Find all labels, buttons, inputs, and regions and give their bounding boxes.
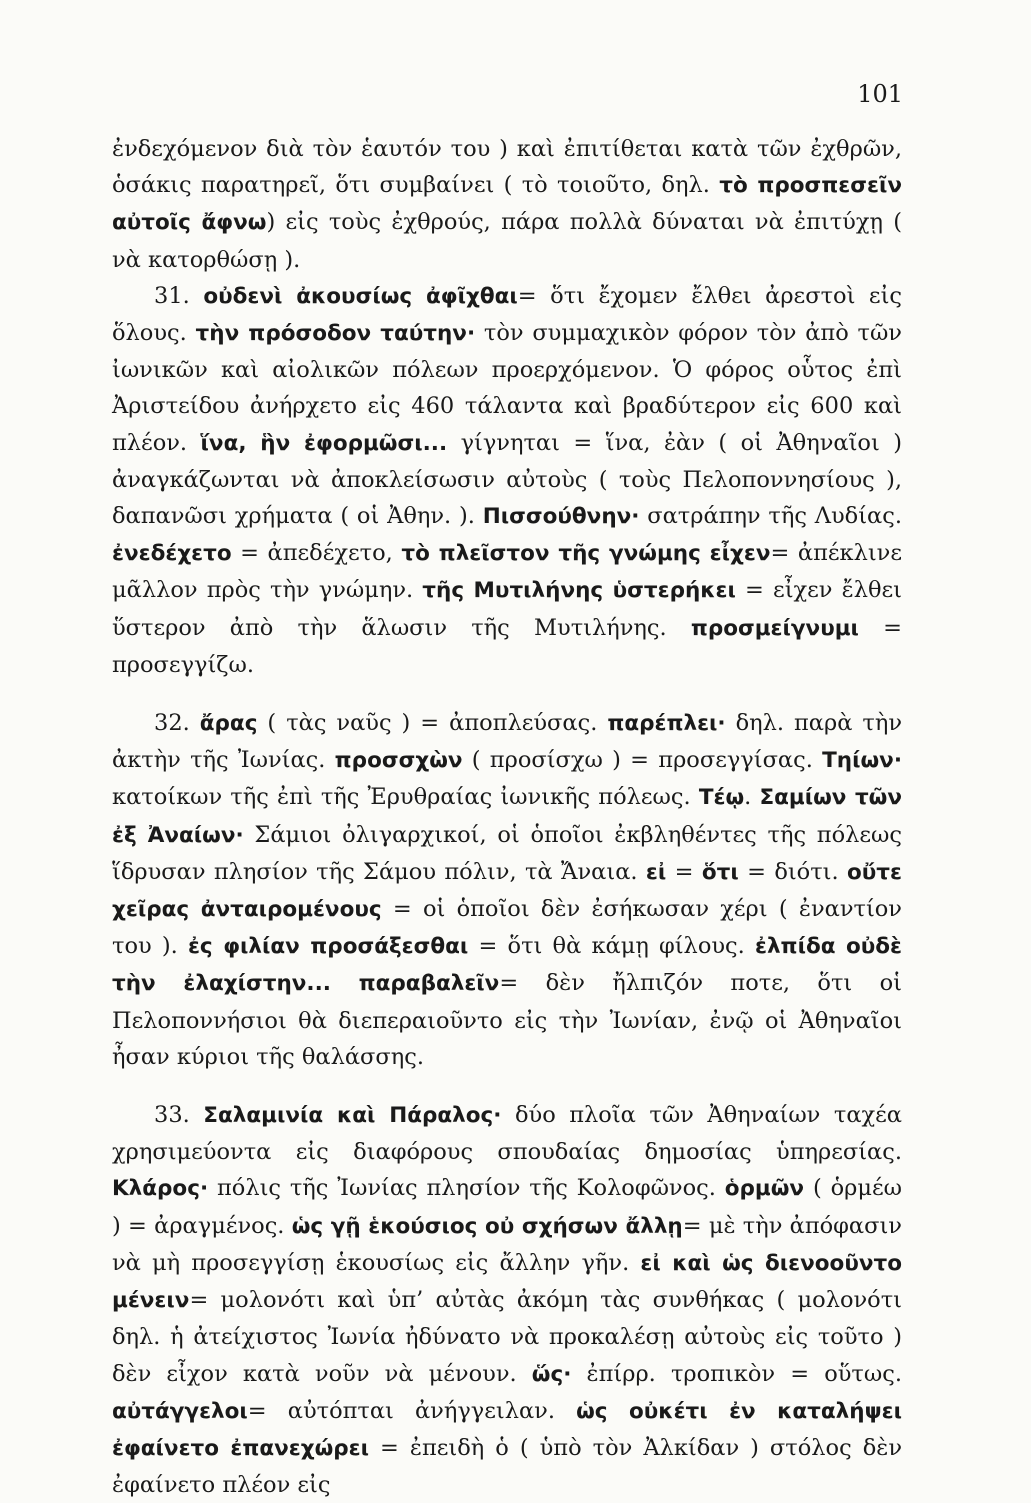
gloss-text: 31. bbox=[154, 282, 204, 309]
lemma-term: ἵνα, ἣν ἐφορμῶσι... bbox=[200, 430, 448, 456]
gloss-text: τὸν συμμαχικὸν φόρον τὸν ἀπὸ τῶν ἰωνικῶν καὶ αἰολικῶν πόλεων προερχόμενον. Ὁ φόρος οὗτος ἐπὶ Ἀριστείδου ἀνήρχετο εἰς 460 τάλαντα καὶ βραδύτερον εἰς 600 καὶ πλέον. bbox=[112, 320, 902, 456]
gloss-text: 33. bbox=[154, 1102, 204, 1129]
gloss-text: Σάμιοι ὀλιγαρχικοί, οἱ ὁποῖοι ἐκβληθέντες τῆς πόλεως ἵδρυσαν πλησίον τῆς Σάμου πόλιν, τὰ Ἄναια. bbox=[112, 821, 902, 885]
lemma-term: ὥς· bbox=[531, 1361, 572, 1387]
lemma-term: παρέπλει· bbox=[607, 711, 726, 737]
lemma-term: Κλάρος· bbox=[112, 1176, 209, 1202]
gloss-text: = bbox=[666, 858, 702, 885]
paragraph-33 bbox=[112, 1097, 902, 1503]
lemma-term: ἐνεδέχετο bbox=[112, 541, 232, 567]
gloss-text: = αὐτόπται ἀνήγγειλαν. bbox=[247, 1397, 577, 1424]
lemma-term: ἐλπίδα οὐδὲ τὴν ἐλαχίστην... παραβαλεῖν bbox=[112, 934, 903, 997]
lemma-term: Πισσούθνην· bbox=[482, 504, 640, 530]
page-number: 101 bbox=[857, 80, 903, 108]
lemma-term: προσσχὼν bbox=[334, 748, 463, 774]
lemma-term: εἰ καὶ ὡς διενοοῦντο μένειν bbox=[112, 1250, 902, 1314]
lemma-term: εἰ bbox=[645, 859, 667, 885]
gloss-text: = μὲ τὴν ἀπόφασιν νὰ μὴ προσεγγίσῃ ἑκουσίως εἰς ἄλλην γῆν. bbox=[112, 1212, 902, 1276]
lemma-term: ὡς οὐκέτι ἐν καταλήψει ἐφαίνετο ἐπανεχώρει bbox=[112, 1398, 903, 1461]
gloss-text: ) εἰς τοὺς ἐχθρούς, πάρα πολλὰ δύναται νὰ ἐπιτύχῃ ( νὰ κατορθώσῃ ). bbox=[112, 209, 903, 273]
lemma-term: ὁρμῶν bbox=[724, 1176, 805, 1202]
lemma-term: τὸ πλεῖστον τῆς γνώμης εἶχεν bbox=[401, 541, 771, 567]
gloss-text: = ὅτι θὰ κάμῃ φίλους. bbox=[468, 933, 755, 960]
lemma-term: Σαλαμινία καὶ Πάραλος· bbox=[203, 1103, 502, 1129]
gloss-text: = ἐπειδὴ ὁ ( ὑπὸ τὸν Ἀλκίδαν ) στόλος δὲν ἐφαίνετο πλέον εἰς bbox=[112, 1434, 902, 1499]
lemma-term: Σαμίων τῶν ἐξ Ἀναίων· bbox=[112, 785, 902, 848]
gloss-text: ( ὁρμέω ) = ἀραγμένος. bbox=[112, 1175, 902, 1239]
paragraph-32 bbox=[112, 705, 902, 1075]
gloss-text: = ὅτι ἔχομεν ἔλθει ἀρεστοὶ εἰς ὅλους. bbox=[112, 282, 903, 347]
lemma-term: τῆς Μυτιλήνης ὑστερήκει bbox=[422, 578, 736, 604]
gloss-text: κατοίκων τῆς ἐπὶ τῆς Ἐρυθραίας ἰωνικῆς πόλεως. bbox=[112, 784, 699, 811]
lemma-term: αὐτάγγελοι bbox=[112, 1398, 248, 1424]
gloss-text: = μολονότι καὶ ὑπ’ αὐτὰς ἀκόμη τὰς συνθήκας ( μολονότι δηλ. ἡ ἀτείχιστος Ἰωνία ἠδύνατο νὰ προκαλέσῃ αὐτοὺς εἰς τοῦτο ) δὲν εἶχον κατὰ νοῦν νὰ μένουν. bbox=[112, 1287, 902, 1387]
lemma-term: Τέῳ bbox=[698, 785, 745, 811]
lemma-term: ὅτι bbox=[701, 859, 739, 885]
lemma-term: Τηίων· bbox=[822, 748, 902, 774]
lemma-term: οὐδενὶ ἀκουσίως ἀφῖχθαι bbox=[203, 283, 518, 309]
gloss-text: 32. bbox=[154, 710, 200, 737]
gloss-text: = προσεγγίζω. bbox=[112, 614, 902, 678]
gloss-text: δύο πλοῖα τῶν Ἀθηναίων ταχέα χρησιμεύοντα εἰς διαφόρους σπουδαίας δημοσίας ὑπηρεσίας. bbox=[112, 1102, 902, 1166]
lemma-term: τὸ προσπεσεῖν αὐτοῖς ἄφνω bbox=[112, 173, 902, 236]
gloss-text: σατράπην τῆς Λυδίας. bbox=[639, 503, 902, 530]
gloss-text: πόλις τῆς Ἰωνίας πλησίον τῆς Κολοφῶνος. bbox=[208, 1175, 725, 1202]
lemma-term: ἐς φιλίαν προσάξεσθαι bbox=[187, 934, 469, 960]
lemma-term: ὡς γῇ ἑκούσιος οὐ σχήσων ἄλλῃ bbox=[291, 1213, 683, 1239]
lemma-term: τὴν πρόσοδον ταύτην· bbox=[195, 321, 476, 347]
gloss-text: . bbox=[744, 784, 760, 811]
gloss-text: = ἀπέκλινε μᾶλλον πρὸς τὴν γνώμην. bbox=[112, 540, 903, 604]
paragraph-continuation bbox=[112, 131, 902, 278]
gloss-text: δηλ. παρὰ τὴν ἀκτὴν τῆς Ἰωνίας. bbox=[112, 710, 902, 774]
lemma-term: προσμείγνυμι bbox=[690, 615, 859, 641]
gloss-text: = ἀπεδέχετο, bbox=[231, 540, 402, 567]
gloss-text: γίγνηται = ἵνα, ἐὰν ( οἱ Ἀθηναῖοι ) ἀναγκάζωνται νὰ ἀποκλείσωσιν αὐτοὺς ( τοὺς Πελοποννησίους ), δαπανῶσι χρήματα ( οἱ Ἀθην. ). bbox=[112, 429, 903, 530]
gloss-text: = εἶχεν ἔλθει ὕστερον ἀπὸ τὴν ἅλωσιν τῆς Μυτιλήνης. bbox=[112, 577, 902, 641]
lemma-term: ἄρας bbox=[199, 711, 258, 737]
commentary-text bbox=[112, 131, 902, 1503]
gloss-text: = διότι. bbox=[738, 858, 848, 885]
gloss-text: = οἱ ὁποῖοι δὲν ἐσήκωσαν χέρι ( ἐναντίον του ). bbox=[112, 896, 902, 960]
gloss-text: ( τὰς ναῦς ) = ἀποπλεύσας. bbox=[257, 710, 608, 737]
paragraph-31 bbox=[112, 278, 902, 683]
gloss-text: = δὲν ἤλπιζόν ποτε, ὅτι οἱ Πελοποννήσιοι θὰ διεπεραιοῦντο εἰς τὴν Ἰωνίαν, ἐνῷ οἱ Ἀθηναῖοι ἦσαν κύριοι τῆς θαλάσσης. bbox=[112, 970, 902, 1070]
gloss-text: ἐπίρρ. τροπικὸν = οὕτως. bbox=[571, 1360, 902, 1387]
gloss-text: ἐνδεχόμενον διὰ τὸν ἑαυτόν του ) καὶ ἐπιτίθεται κατὰ τῶν ἐχθρῶν, ὁσάκις παρατηρεῖ, ὅτι συμβαίνει ( τὸ τοιοῦτο, δηλ. bbox=[112, 136, 902, 199]
gloss-text: ( προσίσχω ) = προσεγγίσας. bbox=[462, 747, 823, 774]
lemma-term: οὔτε χεῖρας ἀνταιρομένους bbox=[112, 859, 902, 923]
